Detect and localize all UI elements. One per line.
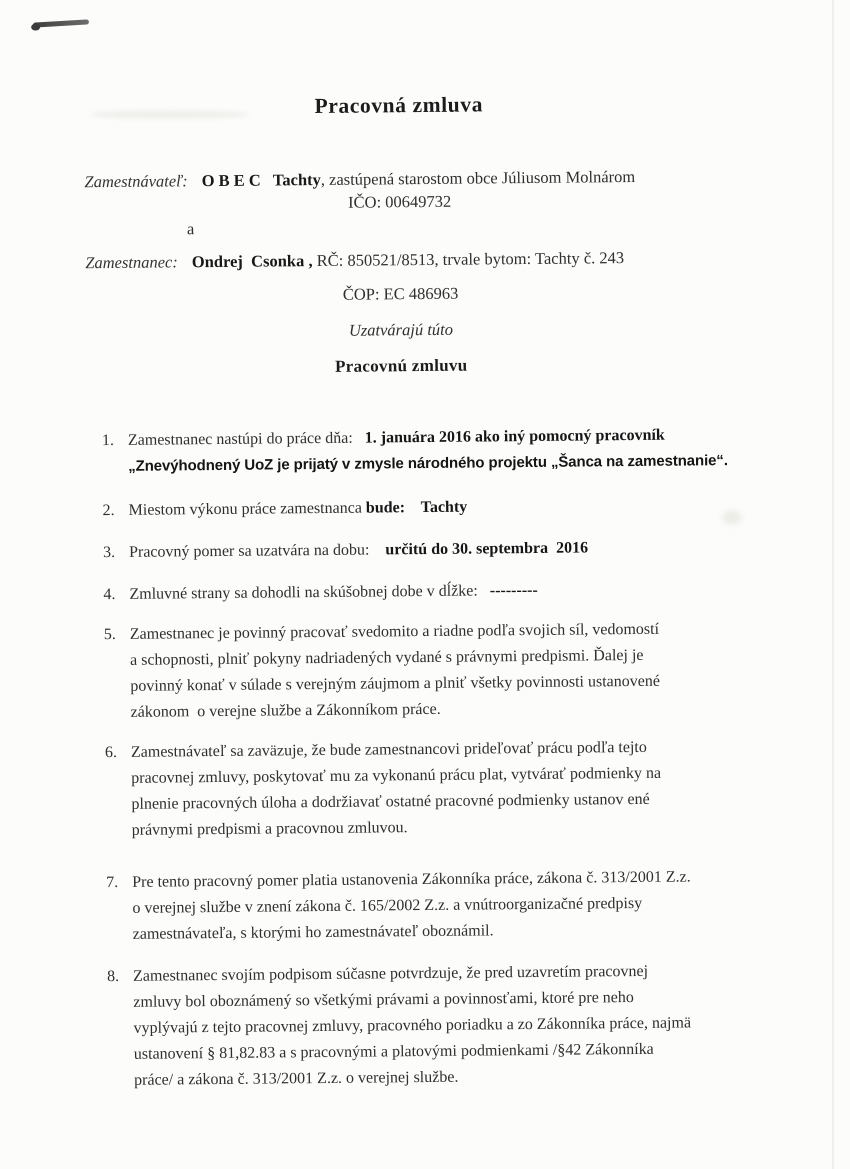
employer-description: , zastúpená starostom obce Júliusom Molnárom (320, 166, 636, 189)
employee-name: Ondrej Csonka , (191, 251, 313, 272)
clause-text (133, 958, 692, 1093)
clause-segment: Zamestnávateľ sa zaväzuje, že bude zamestnancovi prideľovať prácu podľa tejto (130, 738, 647, 761)
clause-line (132, 813, 662, 844)
clause-item (103, 575, 850, 608)
clause-item (105, 733, 850, 844)
clause-segment: Zmluvné strany sa dohodli na skúšobnej dobe v dĺžke: (129, 582, 490, 603)
clause-item (103, 533, 850, 566)
employee-id-number: ČOP: EC 486963 (342, 283, 459, 304)
clause-segment: Zamestnanec svojím podpisom súčasne potvrdzuje, že pred uzavretím pracovnej (133, 962, 649, 985)
clause-line (129, 578, 538, 608)
clause-text (130, 617, 661, 726)
clause-segment: a schopnosti, plniť pokyny nadriadených vydané s právnymi predpismi. Ďalej je (129, 646, 644, 669)
clause-segment: bude: Tachty (365, 498, 468, 517)
clause-segment: 1. januára 2016 ako iný pomocný pracovník (364, 426, 665, 447)
clause-segment: povinný konať v súlade s verejným záujmom a plniť všetky povinnosti ustanovené (130, 672, 660, 695)
clause-segment: o verejnej službe v znení zákona č. 165/2002 Z.z. a vnútroorganizačné predpisy (132, 894, 643, 917)
clause-item (102, 421, 850, 480)
clause-segment: --------- (489, 581, 538, 600)
clause-line (134, 1036, 692, 1067)
clause-line (130, 695, 660, 726)
clause-segment: zmluvy bol oboznámený so všetkými právami a povinnosťami, ktoré pre neho (133, 989, 634, 1011)
clause-number: 5. (103, 625, 116, 644)
clause-line (133, 916, 692, 947)
clause-item (103, 491, 850, 524)
clause-segment: ustanovení § 81,82.83 a s pracovnými a platovými podmienkami /§42 Zákonníka (133, 1040, 654, 1063)
clause-line (132, 890, 691, 921)
clause-item (106, 863, 850, 948)
clause-segment: právnymi predpismi a pracovnou zmluvou. (131, 819, 408, 839)
employee-label: Zamestnanec: (85, 252, 178, 273)
employer-ico: IČO: 00649732 (348, 191, 452, 212)
document-subtitle: Pracovnú zmluvu (334, 355, 468, 376)
clause-segment: plnenie pracovných úloha a dodržiavať ostatné pracovné podmienky ustanov ené (131, 790, 650, 813)
employer-name: O B E C Tachty (201, 169, 321, 191)
clause-segment: Zamestnanec je povinný pracovať svedomito a riadne podľa svojich síl, vedomostí (129, 620, 660, 643)
document-title: Pracovná zmluva (314, 92, 484, 119)
clause-segment: práce/ a zákona č. 313/2001 Z.z. o verejnej službe. (134, 1068, 459, 1089)
clause-number: 6. (104, 743, 118, 762)
clause-text (132, 864, 691, 947)
clause-segment: Pracovný pomer sa uzatvára na dobu: (128, 541, 386, 561)
clause-line (130, 669, 660, 700)
employer-line (84, 163, 849, 193)
clause-segment: Zamestnanec nastúpi do práce dňa: (127, 429, 365, 449)
clause-line (128, 448, 728, 480)
clause-text (129, 578, 538, 608)
clause-text (129, 535, 588, 565)
parties-section (84, 163, 850, 380)
employee-line (85, 244, 850, 274)
clause-list (102, 421, 850, 1094)
clause-number: 1. (101, 431, 115, 450)
clause-segment: určitú do 30. septembra 2016 (385, 539, 589, 559)
employee-description: RČ: 850521/8513, trvale bytom: Tachty č. 243 (312, 248, 625, 271)
clause-number: 8. (107, 967, 120, 986)
clause-segment: Miestom výkonu práce zamestnanca (128, 499, 366, 519)
conjunction-a: a (186, 219, 195, 239)
clause-segment: „Znevýhodnený UoZ je prijatý v zmysle národného projektu „Šanca na zamestnanie“. (128, 452, 728, 475)
clause-line (134, 1062, 692, 1093)
clause-text (128, 422, 728, 480)
clause-line (129, 495, 468, 524)
clause-number: 7. (106, 873, 119, 892)
clause-number: 2. (102, 501, 115, 520)
clause-segment: zákonom o verejne službe a Zákonníkom práce. (130, 700, 441, 721)
clause-item (104, 615, 850, 726)
clause-line (129, 535, 588, 565)
clause-segment: Pre tento pracovný pomer platia ustanovenia Zákonníka práce, zákona č. 313/2001 Z.z. (132, 868, 691, 891)
clause-text (131, 735, 662, 844)
clause-number: 3. (102, 543, 116, 562)
clause-segment: zamestnávateľa, s ktorými ho zamestnávateľ oboznámil. (132, 922, 494, 943)
clause-segment: vyplývajú z tejto pracovnej zmluvy, pracovného poriadku a zo Zákonníka práce, najmä (133, 1014, 692, 1037)
clause-number: 4. (103, 585, 116, 604)
preamble-text: Uzatvárajú túto (348, 319, 454, 340)
clause-line (131, 787, 661, 818)
clause-segment: pracovnej zmluvy, poskytovať mu za vykonanú prácu plat, vytvárať podmienky na (131, 764, 662, 787)
clause-item (107, 957, 850, 1094)
employer-label: Zamestnávateľ: (84, 171, 188, 192)
clause-text (129, 495, 468, 524)
